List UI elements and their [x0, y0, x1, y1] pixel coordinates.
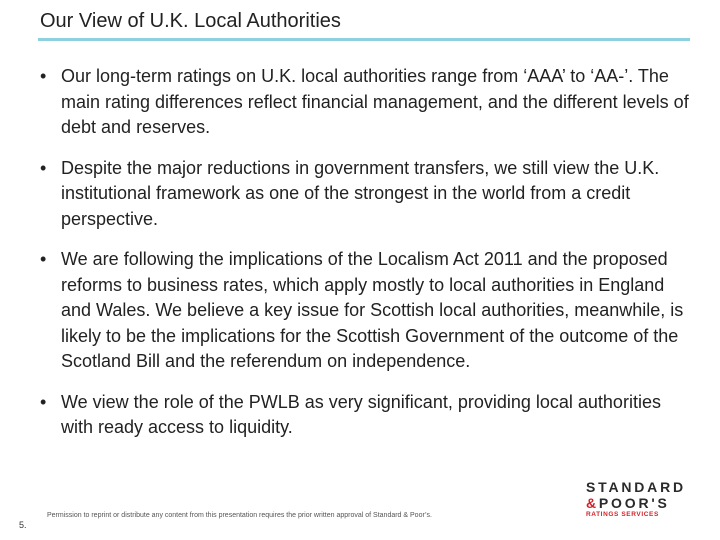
title-underline [38, 38, 690, 41]
bullet-text: We are following the implications of the Localism Act 2011 and the proposed reforms to business rates, which apply mostly to local authorities in England and Wales. We believe a key issue for Scottish local authorities, meanwhile, is likely to be the implications for the Scottish Government of the outcome of the Scotland Bill and the referendum on independence. [61, 249, 684, 371]
logo-line-2-text: POOR'S [598, 495, 670, 511]
bullet-item [40, 64, 690, 141]
logo-subtitle: RATINGS SERVICES [586, 511, 659, 518]
logo-line-1: STANDARD [586, 479, 686, 495]
bullet-text: Despite the major reductions in government transfers, we still view the U.K. institutional framework as one of the strongest in the world from a credit perspective. [61, 157, 660, 229]
bullet-marker: • [40, 249, 47, 269]
page-number: 5. [19, 520, 27, 530]
bullet-list [40, 64, 690, 441]
bullet-item [40, 390, 690, 441]
bullet-text: Our long-term ratings on U.K. local authorities range from ‘AAA’ to ‘AA-’. The main rating differences reflect financial management, and the different levels of debt and reserves. [61, 66, 689, 137]
slide-title: Our View of U.K. Local Authorities [40, 10, 341, 32]
logo-line-2 [586, 495, 702, 511]
bullet-marker: • [40, 66, 47, 86]
sp-logo [586, 479, 702, 519]
bullet-text: We view the role of the PWLB as very significant, providing local authorities with ready access to liquidity. [61, 391, 661, 437]
footer-disclaimer: Permission to reprint or distribute any content from this presentation requires the prior written approval of Standard & Poor’s. [47, 512, 432, 519]
bullet-marker: • [40, 157, 47, 178]
bullet-marker: • [40, 391, 47, 412]
logo-ampersand: & [586, 495, 599, 511]
bullet-item [40, 156, 690, 233]
bullet-item [40, 247, 690, 375]
